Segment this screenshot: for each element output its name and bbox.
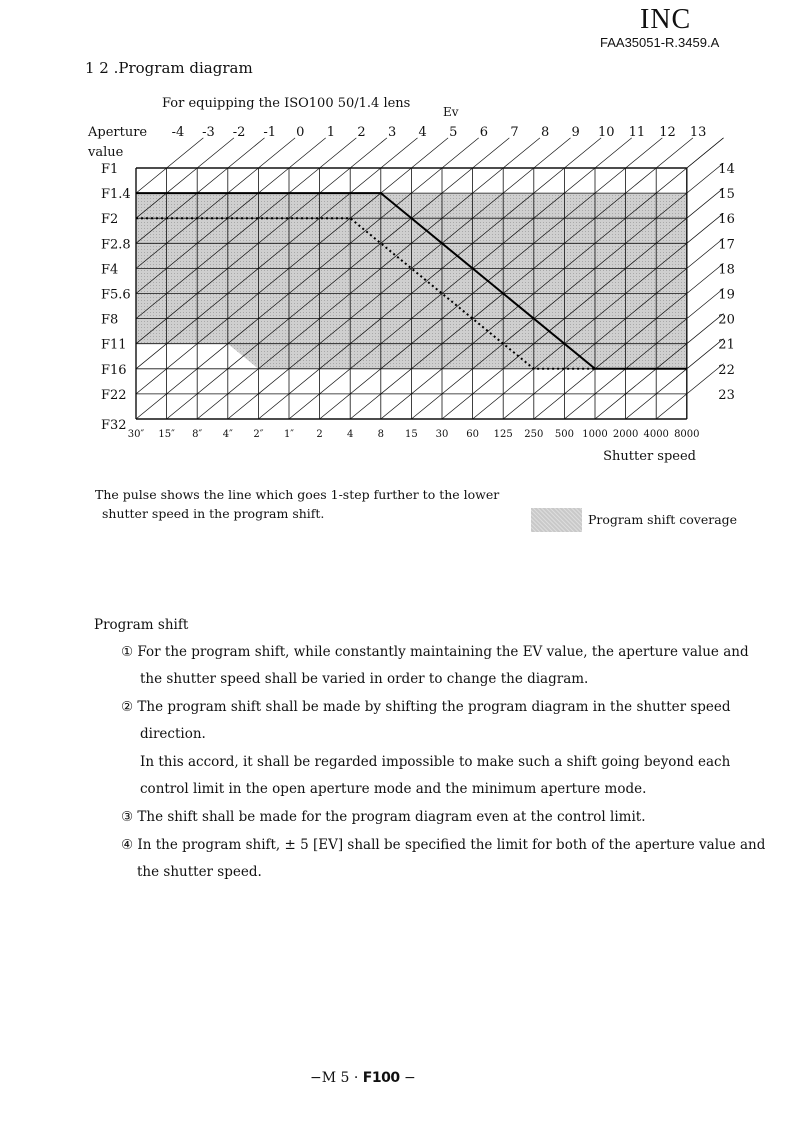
shift-item-1: ① For the program shift, while constantly maintaining the EV value, the aperture value and bbox=[121, 644, 749, 660]
ev-top-label: 11 bbox=[628, 125, 646, 140]
shift-item-2-note: In this accord, it shall be regarded impossible to make such a shift going beyond each bbox=[140, 754, 731, 770]
shutter-label: 1000 bbox=[582, 429, 608, 440]
shutter-label: 250 bbox=[524, 429, 544, 440]
ev-diagonal-ext-top bbox=[228, 138, 265, 168]
shutter-label: 2″ bbox=[253, 429, 264, 440]
ev-axis-label: Ev bbox=[443, 105, 459, 119]
shift-item-3: ③ The shift shall be made for the program diagram even at the control limit. bbox=[121, 809, 646, 825]
ev-right-label: 14 bbox=[718, 162, 735, 178]
ev-right-label: 23 bbox=[718, 387, 735, 403]
ev-top-label: 4 bbox=[418, 125, 427, 140]
ev-diagonal-ext-top bbox=[595, 138, 632, 168]
ev-right-label: 19 bbox=[718, 287, 735, 303]
ev-right-label: 21 bbox=[718, 337, 735, 353]
ev-right-label: 15 bbox=[718, 187, 735, 203]
ev-diagonal-ext-top bbox=[564, 138, 601, 168]
shift-item-2-cont: direction. bbox=[140, 726, 206, 742]
shutter-label: 60 bbox=[466, 429, 479, 440]
ev-top-label: 0 bbox=[296, 125, 305, 140]
ev-right-label: 18 bbox=[718, 262, 735, 278]
ev-diagonal-ext-top bbox=[197, 138, 234, 168]
ev-top-label: 2 bbox=[357, 125, 366, 140]
ev-diagonal-ext-top bbox=[626, 138, 663, 168]
shutter-label: 30″ bbox=[127, 429, 145, 440]
ev-diagonal-ext-top bbox=[381, 138, 418, 168]
ev-diagonal-ext-top bbox=[289, 138, 326, 168]
program-shift-heading: Program shift bbox=[94, 617, 189, 633]
ev-top-label: 1 bbox=[326, 125, 336, 140]
ev-top-label: 7 bbox=[510, 125, 519, 140]
shutter-label: 500 bbox=[554, 429, 574, 440]
ev-top-label: 6 bbox=[479, 125, 489, 140]
ev-top-label: 13 bbox=[689, 125, 707, 140]
ev-diagonal-ext-top bbox=[167, 138, 204, 168]
aperture-label: F1.4 bbox=[101, 187, 131, 203]
ev-top-label: -3 bbox=[202, 125, 215, 140]
shutter-label: 8000 bbox=[674, 429, 700, 440]
ev-diagonal bbox=[656, 394, 687, 419]
ev-right-label: 20 bbox=[718, 312, 735, 328]
ev-diagonal-ext-top bbox=[442, 138, 479, 168]
shutter-label: 1″ bbox=[283, 429, 295, 440]
aperture-label: F5.6 bbox=[101, 287, 131, 303]
page-number bbox=[310, 1070, 416, 1086]
legend-label: Program shift coverage bbox=[588, 512, 738, 527]
ev-diagonal-ext-top bbox=[656, 138, 693, 168]
ev-right-label: 16 bbox=[718, 212, 735, 228]
aperture-label: F11 bbox=[101, 337, 127, 353]
ev-right-label: 17 bbox=[718, 237, 735, 253]
section-title: 1 2 .Program diagram bbox=[85, 59, 253, 77]
aperture-label: F4 bbox=[101, 262, 119, 278]
shift-item-4-cont: the shutter speed. bbox=[137, 864, 262, 880]
ev-top-label: -1 bbox=[263, 125, 277, 140]
x-axis-label: Shutter speed bbox=[603, 449, 696, 464]
y-axis-label: Aperture bbox=[88, 125, 148, 140]
document-number: FAA35051-R.3459.A bbox=[600, 35, 720, 50]
aperture-label: F2 bbox=[101, 212, 119, 228]
shift-item-2: ② The program shift shall be made by shifting the program diagram in the shutter speed bbox=[121, 699, 731, 715]
footer-dash: − bbox=[404, 1070, 416, 1086]
ev-diagonal-ext-top bbox=[350, 138, 387, 168]
brand-logo: INC bbox=[640, 4, 692, 35]
aperture-label: F32 bbox=[101, 418, 127, 433]
note-line-1: The pulse shows the line which goes 1-step further to the lower bbox=[95, 487, 500, 502]
model-logo: F100 bbox=[362, 1070, 400, 1086]
ev-diagonal-ext-top bbox=[503, 138, 540, 168]
ev-top-label: 5 bbox=[449, 125, 458, 140]
shutter-label: 125 bbox=[493, 429, 513, 440]
y-axis-label-2: value bbox=[88, 145, 124, 160]
page-label: −M 5 · bbox=[310, 1070, 359, 1086]
aperture-label: F2.8 bbox=[101, 237, 131, 253]
chart-subtitle: For equipping the ISO100 50/1.4 lens bbox=[162, 96, 411, 111]
shift-item-4: ④ In the program shift, ± 5 [EV] shall be specified the limit for both of the aperture value and bbox=[121, 837, 766, 853]
ev-diagonal-ext-top bbox=[320, 138, 357, 168]
ev-top-label: 9 bbox=[571, 125, 580, 140]
ev-diagonal-ext-top bbox=[411, 138, 448, 168]
shutter-label: 4000 bbox=[643, 429, 669, 440]
ev-top-label: -2 bbox=[232, 125, 246, 140]
aperture-label: F22 bbox=[101, 387, 127, 403]
ev-diagonal bbox=[136, 168, 167, 193]
ev-top-label: 12 bbox=[659, 125, 676, 140]
note-line-2: shutter speed in the program shift. bbox=[102, 506, 325, 521]
shutter-label: 15 bbox=[405, 429, 418, 440]
ev-top-label: 3 bbox=[387, 125, 397, 140]
shift-item-1-cont: the shutter speed shall be varied in order to change the diagram. bbox=[140, 671, 589, 687]
ev-top-label: -4 bbox=[171, 125, 185, 140]
shutter-label: 2000 bbox=[612, 429, 639, 440]
ev-top-label: 8 bbox=[540, 125, 550, 140]
shutter-label: 30 bbox=[435, 429, 449, 440]
ev-diagonal-ext-top bbox=[473, 138, 510, 168]
shutter-label: 4″ bbox=[222, 429, 233, 440]
shift-item-2-note-cont: control limit in the open aperture mode and the minimum aperture mode. bbox=[140, 781, 647, 797]
ev-top-label: 10 bbox=[598, 125, 615, 140]
shutter-label: 4 bbox=[347, 429, 354, 440]
ev-right-label: 22 bbox=[718, 362, 735, 378]
program-diagram-chart bbox=[0, 0, 793, 480]
shutter-label: 8 bbox=[377, 429, 384, 440]
ev-diagonal-ext-top bbox=[258, 138, 295, 168]
shutter-label: 15″ bbox=[158, 429, 175, 440]
aperture-label: F16 bbox=[101, 362, 127, 378]
ev-diagonal-ext-top bbox=[534, 138, 571, 168]
legend-swatch bbox=[531, 508, 582, 532]
shutter-label: 8″ bbox=[192, 429, 203, 440]
shutter-label: 2 bbox=[316, 429, 323, 440]
aperture-label: F1 bbox=[101, 162, 119, 177]
aperture-label: F8 bbox=[101, 312, 119, 328]
